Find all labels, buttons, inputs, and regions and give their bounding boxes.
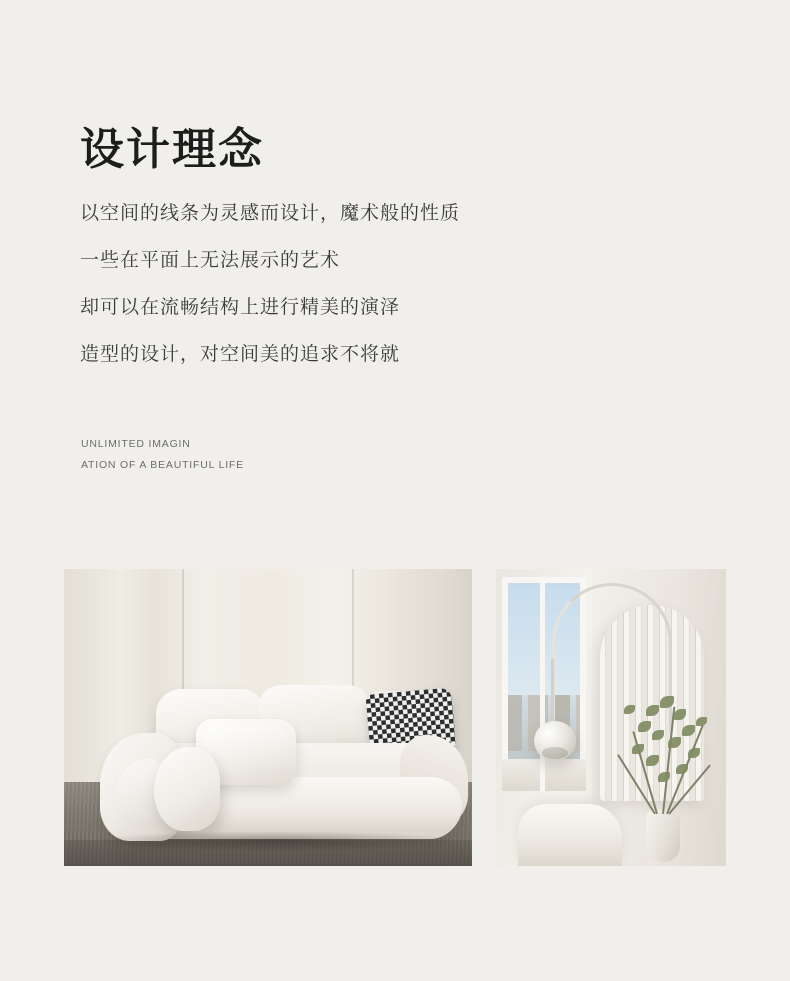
body-line: 一些在平面上无法展示的艺术: [80, 249, 341, 271]
vase: [646, 810, 680, 862]
latin-subtitle-line: ATION OF A BEAUTIFUL LIFE: [81, 459, 244, 471]
latin-subtitle-line: UNLIMITED IMAGIN: [81, 438, 191, 450]
interior-corner-photo: [496, 569, 726, 866]
body-line: 造型的设计，对空间美的追求不将就: [80, 343, 401, 365]
window-mullion: [540, 577, 545, 791]
sofa-bolster-cushion: [154, 747, 220, 831]
sofa-floor-shadow: [94, 831, 454, 851]
page-bottom-space: [0, 866, 790, 981]
body-copy: [80, 190, 680, 378]
page-title: 设计理念: [80, 124, 264, 176]
image-gallery: [0, 569, 790, 866]
body-line: 以空间的线条为灵感而设计，魔术般的性质: [80, 202, 461, 224]
boucle-sofa: [100, 685, 468, 845]
sofa-photo: [64, 569, 472, 866]
body-line: 却可以在流畅结构上进行精美的演泽: [80, 296, 401, 318]
arc-lamp-shade: [534, 721, 576, 761]
latin-subtitle: [81, 434, 401, 476]
boucle-chair: [518, 804, 622, 866]
